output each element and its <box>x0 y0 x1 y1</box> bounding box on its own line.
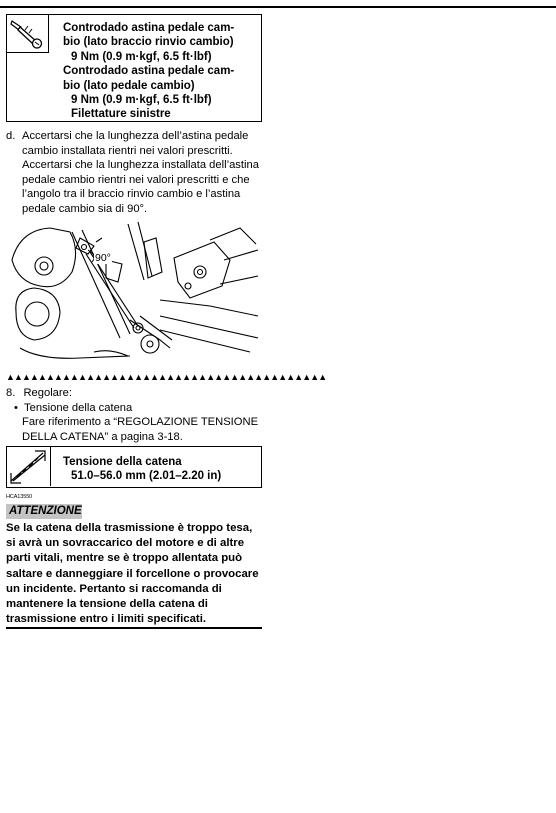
header-rule <box>0 6 556 8</box>
tension-icon-cell <box>7 447 51 486</box>
torque-icon-cell <box>7 15 49 53</box>
shift-rod-figure <box>10 220 260 368</box>
tension-label: Tensione della catena <box>63 456 182 468</box>
caution-code: HCA13550 <box>6 494 33 500</box>
caution-label: ATTENZIONE <box>6 504 82 519</box>
step-number: 8. <box>6 387 16 399</box>
bullet: • <box>14 401 18 414</box>
tension-value: 51.0–56.0 mm (2.01–2.20 in) <box>71 470 222 483</box>
spec-line: Controdado astina pedale cam- <box>63 22 235 34</box>
spec-value: 9 Nm (0.9 m·kgf, 6.5 ft·lbf) <box>71 94 212 107</box>
spec-line: bio (lato braccio rinvio cambio) <box>63 36 234 49</box>
step-8 <box>6 386 264 444</box>
step-reference: Fare riferimento a “REGOLAZIONE TENSIONE DELLA CATENA” a pagina 3-18. <box>22 416 259 443</box>
step-title: Regolare: <box>23 387 72 399</box>
step-item: Tensione della catena <box>24 401 133 414</box>
spec-line: Controdado astina pedale cam- <box>63 65 235 78</box>
torque-spec-text <box>63 21 259 122</box>
caution-text: Se la catena della trasmissione è troppo tesa, si avrà un sovraccarico del motore e di altre parti vitali, mentre se è troppo allentata può saltare e danneggiare il forcellone o provocare un incidente. Pertanto si raccomanda di mantenere la tensione della catena di trasmissione entro i limiti specificati. <box>6 522 259 626</box>
section-end-marker: ▲▲▲▲▲▲▲▲▲▲▲▲▲▲▲▲▲▲▲▲▲▲▲▲▲▲▲▲▲▲▲▲▲▲▲▲▲▲▲▲ <box>6 372 327 382</box>
tension-spec-text <box>63 455 259 484</box>
spec-note: Filettature sinistre <box>71 108 171 121</box>
tension-spec-box <box>6 446 262 488</box>
spec-line: bio (lato pedale cambio) <box>63 79 195 92</box>
spec-value: 9 Nm (0.9 m·kgf, 6.5 ft·lbf) <box>71 50 212 63</box>
wrench-torque-icon <box>7 15 47 51</box>
step-number: d. <box>6 130 16 142</box>
angle-label: 90° <box>95 252 111 264</box>
step-text: Accertarsi che la lunghezza dell’astina pedale cambio installata rientri nei valori prescritti. Accertarsi che la lunghezza installata dell’astina pedale cambio rientri nei valori prescritti e che l’angolo tra il braccio rinvio cambio e l’astina pedale cambio sia di 90°. <box>22 130 259 215</box>
torque-spec-box <box>6 14 262 122</box>
measure-gauge-icon <box>7 447 49 485</box>
caution-end-rule <box>6 627 262 629</box>
